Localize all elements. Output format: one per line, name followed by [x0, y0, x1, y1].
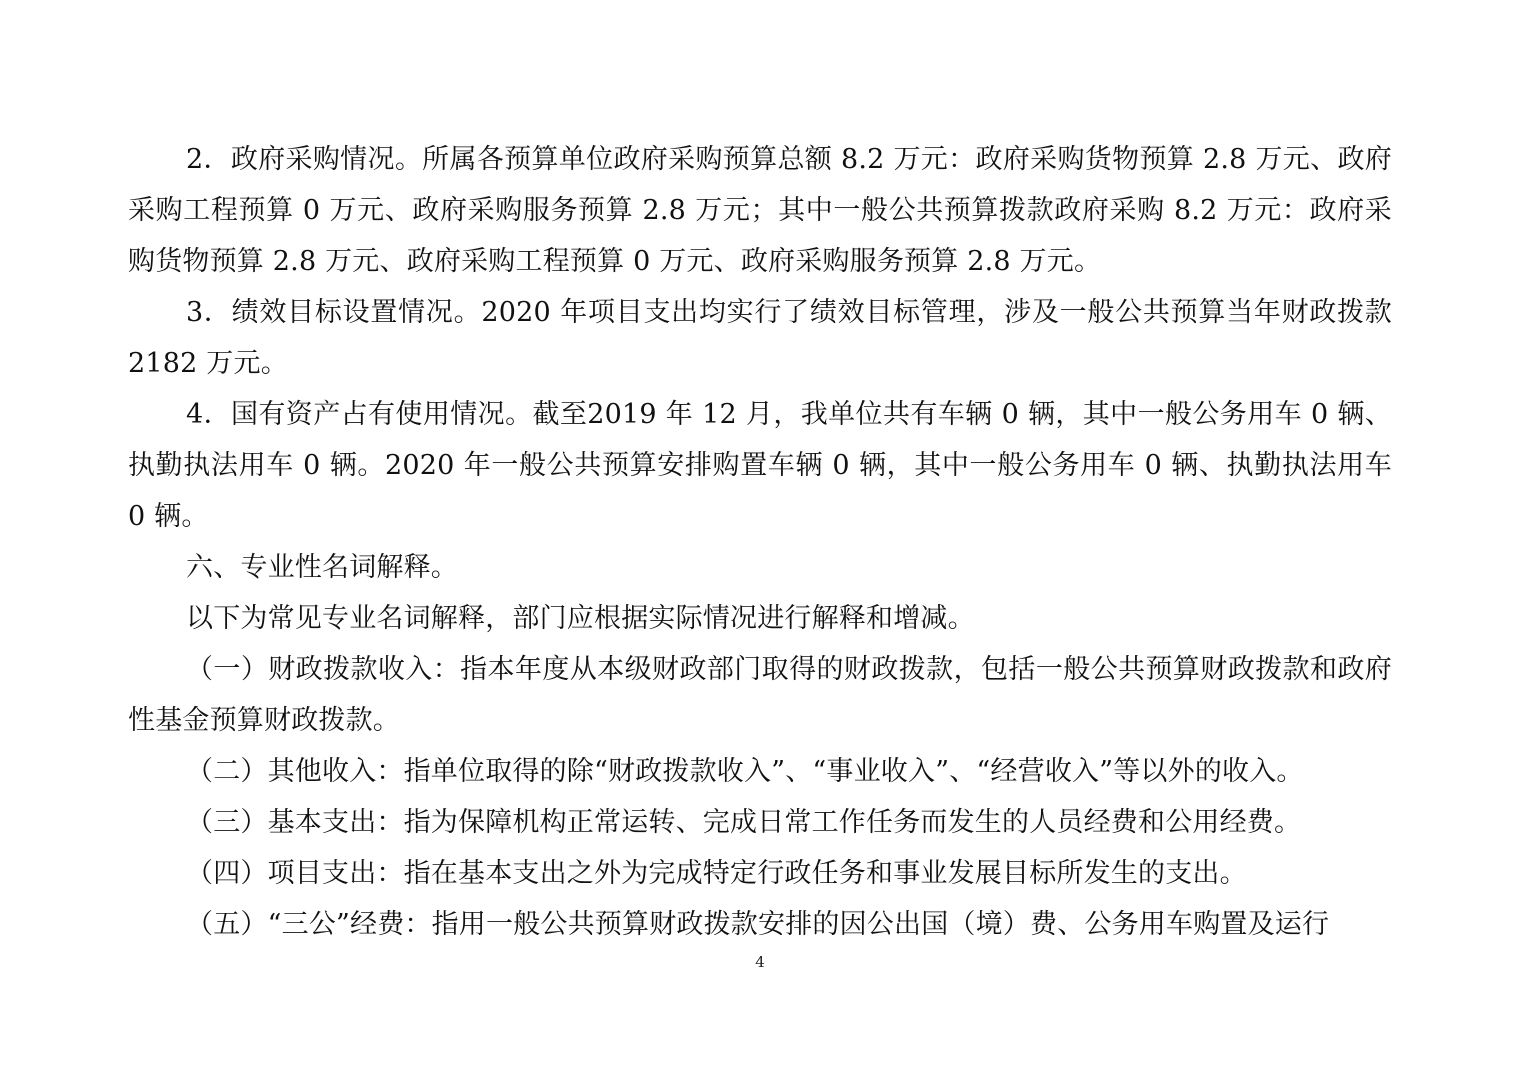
term-basic-expenditure: （三）基本支出：指为保障机构正常运转、完成日常工作任务而发生的人员经费和公用经费。: [186, 807, 1302, 838]
term-three-public-expenses: （五）“三公”经费：指用一般公共预算财政拨款安排的因公出国（境）费、公务用车购置及运行: [186, 909, 1330, 940]
section-heading-terms: 六、专业性名词解释。: [186, 552, 458, 583]
term-project-expenditure: （四）项目支出：指在基本支出之外为完成特定行政任务和事业发展目标所发生的支出。: [186, 858, 1247, 889]
document-body: [128, 134, 1392, 950]
paragraph-state-assets: 4．国有资产占有使用情况。截至2019 年 12 月，我单位共有车辆 0 辆，其中一般公务用车 0 辆、执勤执法用车 0 辆。2020 年一般公共预算安排购置车辆 0 辆，其中一般公务用车 0 辆、执勤执法用车 0 辆。: [128, 399, 1392, 532]
paragraph-performance-targets: 3．绩效目标设置情况。2020 年项目支出均实行了绩效目标管理，涉及一般公共预算当年财政拨款 2182 万元。: [128, 297, 1392, 379]
term-other-income: （二）其他收入：指单位取得的除“财政拨款收入”、“事业收入”、“经营收入”等以外的收入。: [186, 756, 1304, 787]
paragraph-government-procurement: 2．政府采购情况。所属各预算单位政府采购预算总额 8.2 万元：政府采购货物预算 2.8 万元、政府采购工程预算 0 万元、政府采购服务预算 2.8 万元；其中一般公共预算拨款政府采购 8.2 万元：政府采购货物预算 2.8 万元、政府采购工程预算 0 万元、政府采购服务预算 2.8 万元。: [128, 144, 1392, 277]
paragraph-terms-intro: 以下为常见专业名词解释，部门应根据实际情况进行解释和增减。: [186, 603, 975, 634]
page-number: 4: [755, 953, 765, 971]
term-fiscal-appropriation-income: （一）财政拨款收入：指本年度从本级财政部门取得的财政拨款，包括一般公共预算财政拨款和政府性基金预算财政拨款。: [128, 654, 1392, 736]
